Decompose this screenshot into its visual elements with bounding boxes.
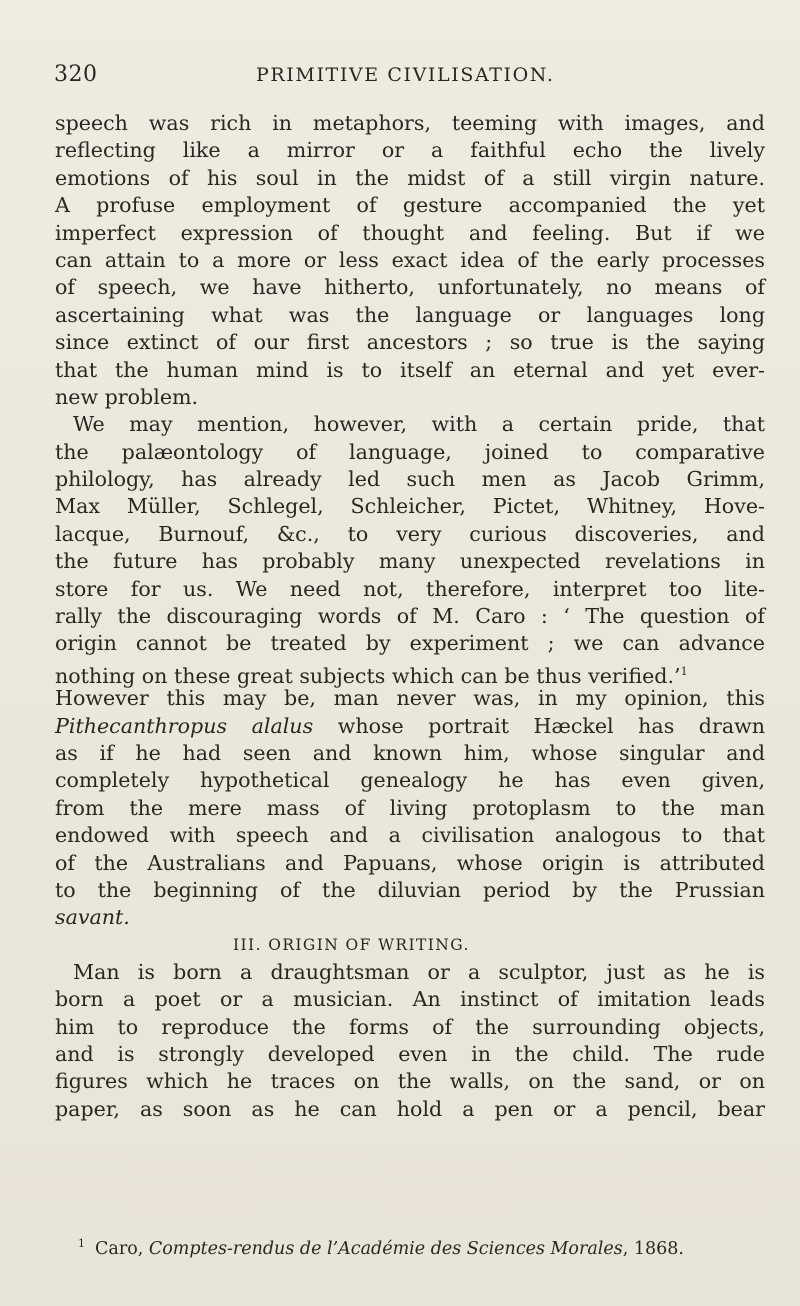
italic-word: savant. <box>55 905 130 930</box>
text-line: Man is born a draughtsman or a sculptor, just as he is <box>73 959 765 984</box>
italic-term: Pithecanthropus alalus <box>55 713 314 738</box>
text-line: emotions of his soul in the midst of a still virgin nature. <box>55 165 765 190</box>
text-line: imperfect expression of thought and feeling. But if we <box>55 220 765 245</box>
body-text <box>55 110 765 1123</box>
text-line: ascertaining what was the language or languages long <box>55 302 765 327</box>
footnote <box>78 1233 768 1260</box>
section-heading: III. ORIGIN OF WRITING. <box>233 935 470 954</box>
text-line: philology, has already led such men as Jacob Grimm, <box>55 467 765 492</box>
text-line: since extinct of our first ancestors ; so true is the saying <box>55 330 765 355</box>
text-line: born a poet or a musician. An instinct of imitation leads <box>55 987 765 1012</box>
footnote-author: Caro, <box>95 1239 149 1259</box>
text-line: origin cannot be treated by experiment ; we can advance <box>55 631 765 656</box>
text-line: A profuse employment of gesture accompanied the yet <box>55 193 765 218</box>
text-line: figures which he traces on the walls, on the sand, or on <box>55 1069 765 1094</box>
footnote-reference[interactable]: 1 <box>680 664 688 678</box>
text-line <box>55 904 765 931</box>
running-header <box>0 62 800 92</box>
footnote-year: , 1868. <box>622 1239 684 1259</box>
text-line: him to reproduce the forms of the surrounding objects, <box>55 1014 765 1039</box>
footnote-title: Comptes-rendus de l’Académie des Sciences Morales <box>148 1239 623 1259</box>
text-line: from the mere mass of living protoplasm to the man <box>55 795 765 820</box>
text-line: We may mention, however, with a certain pride, that <box>73 412 765 437</box>
text-line: the future has probably many unexpected revelations in <box>55 549 765 574</box>
text-line: of speech, we have hitherto, unfortunately, no means of <box>55 275 765 300</box>
text-line: new problem. <box>55 384 199 409</box>
text-line: and is strongly developed even in the child. The rude <box>55 1041 765 1066</box>
text-line: as if he had seen and known him, whose singular and <box>55 740 765 765</box>
text-line: endowed with speech and a civilisation analogous to that <box>55 823 765 848</box>
text-line: speech was rich in metaphors, teeming with images, and <box>55 111 765 135</box>
text-line: can attain to a more or less exact idea of the early processes <box>55 247 765 272</box>
page-number: 320 <box>54 62 98 87</box>
text-line: of the Australians and Papuans, whose origin is attributed <box>55 850 765 875</box>
text-line: lacque, Burnouf, &c., to very curious discoveries, and <box>55 521 765 546</box>
text-line: to the beginning of the diluvian period by the Prussian <box>55 877 765 902</box>
text-line: rally the discouraging words of M. Caro : ‘ The question of <box>55 604 765 629</box>
footnote-marker: 1 <box>78 1237 85 1250</box>
text-line: Max Müller, Schlegel, Schleicher, Pictet, Whitney, Hove- <box>55 494 765 519</box>
verified-text: nothing on these great subjects which can be thus verified.’ <box>55 663 681 688</box>
text-line: reflecting like a mirror or a faithful echo the lively <box>55 138 765 163</box>
running-title: PRIMITIVE CIVILISATION. <box>256 64 555 86</box>
line-rest: whose portrait Hæckel has drawn <box>313 713 765 738</box>
text-line: store for us. We need not, therefore, interpret too lite- <box>55 576 765 601</box>
text-line <box>55 658 765 688</box>
text-line <box>55 713 765 740</box>
text-line: completely hypothetical genealogy he has even given, <box>55 768 765 793</box>
text-line: However this may be, man never was, in my opinion, this <box>55 686 765 711</box>
text-line: paper, as soon as he can hold a pen or a pencil, bear <box>55 1096 765 1121</box>
text-line: that the human mind is to itself an eternal and yet ever- <box>55 357 765 382</box>
text-line: the palæontology of language, joined to comparative <box>55 439 765 464</box>
